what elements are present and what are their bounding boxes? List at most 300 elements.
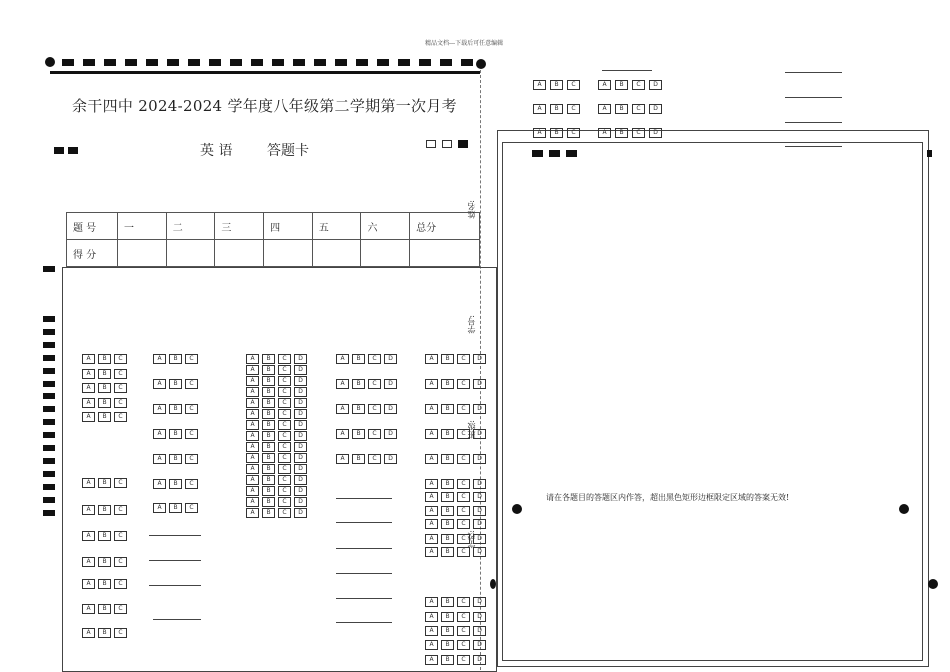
choice-bubble[interactable]: A [425,354,438,364]
choice-bubble[interactable]: C [114,505,127,515]
choice-bubble[interactable]: D [473,479,486,489]
choice-bubble[interactable]: D [473,429,486,439]
timing-dash [251,59,263,66]
choice-bubble[interactable]: A [82,557,95,567]
choice-bubble[interactable]: A [82,604,95,614]
choice-bubble[interactable]: B [169,379,182,389]
choice-bubble[interactable]: A [82,369,95,379]
choice-bubble[interactable]: B [98,354,111,364]
choice-bubble[interactable]: B [98,383,111,393]
choice-bubble[interactable]: B [441,519,454,529]
choice-bubble[interactable]: C [185,379,198,389]
timing-dash [43,432,55,438]
choice-bubble[interactable]: B [262,387,275,397]
choice-bubble[interactable]: D [649,104,662,114]
choice-bubble[interactable]: C [114,412,127,422]
choice-bubble[interactable]: B [262,453,275,463]
choice-bubble[interactable]: C [278,409,291,419]
edge-mark [927,150,932,157]
choice-bubble[interactable]: A [82,478,95,488]
choice-bubble[interactable]: B [262,365,275,375]
choice-bubble[interactable]: D [473,506,486,516]
choice-bubble[interactable]: A [153,479,166,489]
choice-bubble[interactable]: C [457,506,470,516]
timing-dash [43,445,55,451]
choice-bubble[interactable]: B [352,454,365,464]
right-mark [532,150,543,157]
choice-bubble[interactable]: A [336,429,349,439]
choice-bubble[interactable]: B [262,442,275,452]
choice-bubble[interactable]: B [169,404,182,414]
choice-bubble[interactable]: B [441,547,454,557]
choice-bubble[interactable]: C [185,354,198,364]
choice-bubble[interactable]: C [278,442,291,452]
choice-bubble[interactable]: A [425,626,438,636]
choice-bubble[interactable]: C [457,519,470,529]
choice-bubble[interactable]: A [246,431,259,441]
choice-bubble[interactable]: B [441,597,454,607]
choice-bubble[interactable]: A [82,628,95,638]
choice-bubble[interactable]: B [169,354,182,364]
answer-line [336,548,392,549]
right-right-dot [899,504,909,514]
choice-bubble[interactable]: B [98,478,111,488]
choice-bubble[interactable]: B [262,354,275,364]
score-cell[interactable] [312,240,361,267]
score-header: 五 [312,213,361,240]
score-header: 题 号 [67,213,118,240]
choice-bubble[interactable]: C [632,104,645,114]
choice-bubble[interactable]: A [598,80,611,90]
choice-bubble[interactable]: C [457,655,470,665]
choice-bubble[interactable]: A [425,429,438,439]
score-header: 总分 [410,213,480,240]
score-row-label: 得 分 [67,240,118,267]
left-mark [54,147,64,154]
score-cell[interactable] [361,240,410,267]
choice-bubble[interactable]: B [98,604,111,614]
choice-bubble[interactable]: A [246,453,259,463]
timing-dash [146,59,158,66]
choice-bubble[interactable]: B [550,128,563,138]
choice-bubble[interactable]: D [473,547,486,557]
choice-bubble[interactable]: A [246,398,259,408]
choice-bubble[interactable]: B [98,579,111,589]
score-cell[interactable] [118,240,167,267]
choice-bubble[interactable]: C [114,557,127,567]
choice-bubble[interactable]: C [278,464,291,474]
choice-bubble[interactable]: C [368,404,381,414]
choice-bubble[interactable]: C [567,104,580,114]
choice-bubble[interactable]: B [262,431,275,441]
choice-bubble[interactable]: C [114,369,127,379]
exam-title: 余干四中 2024-2024 学年度八年级第二学期第一次月考 [72,97,457,115]
timing-dash [43,393,55,399]
choice-bubble[interactable]: A [425,597,438,607]
score-table [66,212,480,267]
choice-bubble[interactable]: A [425,379,438,389]
choice-bubble[interactable]: B [441,655,454,665]
choice-bubble[interactable]: B [352,404,365,414]
corner-box [442,140,452,148]
answer-line [785,122,842,123]
choice-bubble[interactable]: B [262,376,275,386]
choice-bubble[interactable]: A [246,354,259,364]
choice-bubble[interactable]: C [457,404,470,414]
choice-bubble[interactable]: A [336,454,349,464]
choice-bubble[interactable]: B [98,505,111,515]
choice-bubble[interactable]: C [457,547,470,557]
choice-bubble[interactable]: A [246,420,259,430]
timing-dash [43,355,55,361]
choice-bubble[interactable]: C [368,354,381,364]
choice-bubble[interactable]: A [425,519,438,529]
choice-bubble[interactable]: B [169,429,182,439]
choice-bubble[interactable]: C [185,429,198,439]
choice-bubble[interactable]: A [153,454,166,464]
choice-bubble[interactable]: A [82,531,95,541]
choice-bubble[interactable]: C [114,628,127,638]
choice-bubble[interactable]: A [246,409,259,419]
choice-bubble[interactable]: A [533,128,546,138]
choice-bubble[interactable]: B [441,492,454,502]
choice-bubble[interactable]: A [246,376,259,386]
choice-bubble[interactable]: A [246,442,259,452]
timing-dash [440,59,452,66]
answer-line [149,585,201,586]
choice-bubble[interactable]: A [425,454,438,464]
edge-dot-left [490,579,496,589]
choice-bubble[interactable]: D [473,655,486,665]
choice-bubble[interactable]: C [632,80,645,90]
choice-bubble[interactable]: B [441,612,454,622]
choice-bubble[interactable]: C [114,354,127,364]
score-header: 二 [166,213,215,240]
choice-bubble[interactable]: B [441,534,454,544]
choice-bubble[interactable]: D [473,404,486,414]
choice-bubble[interactable]: D [294,376,307,386]
choice-bubble[interactable]: D [294,365,307,375]
choice-bubble[interactable]: D [473,612,486,622]
timing-dash [43,471,55,477]
choice-bubble[interactable]: B [262,398,275,408]
choice-bubble[interactable]: B [98,398,111,408]
choice-bubble[interactable]: C [278,365,291,375]
choice-bubble[interactable]: C [457,534,470,544]
choice-bubble[interactable]: C [278,453,291,463]
choice-bubble[interactable]: A [246,365,259,375]
choice-bubble[interactable]: A [153,503,166,513]
timing-dash [377,59,389,66]
choice-bubble[interactable]: C [114,398,127,408]
corner-box [426,140,436,148]
choice-bubble[interactable]: D [473,354,486,364]
timing-dash [314,59,326,66]
choice-bubble[interactable]: A [598,104,611,114]
choice-bubble[interactable]: A [425,612,438,622]
timing-dash [43,406,55,412]
choice-bubble[interactable]: D [473,492,486,502]
answer-line [336,598,392,599]
choice-bubble[interactable]: C [114,383,127,393]
corner-mark [458,140,468,148]
choice-bubble[interactable]: C [567,128,580,138]
choice-bubble[interactable]: D [384,404,397,414]
choice-bubble[interactable]: C [278,420,291,430]
choice-bubble[interactable]: C [368,379,381,389]
header-rule [50,71,480,74]
choice-bubble[interactable]: C [368,454,381,464]
choice-bubble[interactable]: D [294,431,307,441]
choice-bubble[interactable]: C [185,503,198,513]
choice-bubble[interactable]: A [82,579,95,589]
choice-bubble[interactable]: B [550,104,563,114]
choice-bubble[interactable]: D [473,597,486,607]
choice-bubble[interactable]: B [262,486,275,496]
choice-bubble[interactable]: B [441,404,454,414]
choice-bubble[interactable]: A [246,464,259,474]
choice-bubble[interactable]: B [441,640,454,650]
choice-bubble[interactable]: C [278,486,291,496]
choice-bubble[interactable]: C [185,404,198,414]
score-cell[interactable] [215,240,264,267]
choice-bubble[interactable]: B [441,379,454,389]
choice-bubble[interactable]: A [533,80,546,90]
choice-bubble[interactable]: A [82,412,95,422]
choice-bubble[interactable]: D [294,420,307,430]
choice-bubble[interactable]: C [278,497,291,507]
choice-bubble[interactable]: B [441,354,454,364]
choice-bubble[interactable]: A [336,354,349,364]
choice-bubble[interactable]: C [278,376,291,386]
timing-dash [43,381,55,387]
choice-bubble[interactable]: B [98,369,111,379]
choice-bubble[interactable]: C [457,479,470,489]
score-header: 三 [215,213,264,240]
choice-bubble[interactable]: D [384,454,397,464]
timing-dash [43,368,55,374]
choice-bubble[interactable]: B [441,429,454,439]
student-id-label: 学号: [467,315,476,334]
answer-line [336,573,392,574]
choice-bubble[interactable]: A [425,547,438,557]
choice-bubble[interactable]: C [185,454,198,464]
choice-bubble[interactable]: A [425,655,438,665]
choice-bubble[interactable]: C [278,475,291,485]
choice-bubble[interactable]: D [473,379,486,389]
choice-bubble[interactable]: C [457,612,470,622]
header-note: 精品文档---下载后可任意编辑 [425,40,504,47]
choice-bubble[interactable]: B [169,503,182,513]
answer-line [153,619,201,620]
answer-line [149,560,201,561]
answer-line [336,622,392,623]
choice-bubble[interactable]: C [278,387,291,397]
choice-bubble[interactable]: C [457,379,470,389]
answer-line [602,70,652,71]
choice-bubble[interactable]: C [457,429,470,439]
choice-bubble[interactable]: D [384,354,397,364]
choice-bubble[interactable]: B [262,497,275,507]
choice-bubble[interactable]: B [352,379,365,389]
choice-bubble[interactable]: D [473,454,486,464]
choice-bubble[interactable]: D [473,626,486,636]
choice-bubble[interactable]: A [246,508,259,518]
choice-bubble[interactable]: D [649,80,662,90]
choice-bubble[interactable]: A [82,383,95,393]
choice-bubble[interactable]: B [262,409,275,419]
timing-dash [43,458,55,464]
choice-bubble[interactable]: B [441,479,454,489]
choice-bubble[interactable]: C [278,398,291,408]
choice-bubble[interactable]: D [294,464,307,474]
choice-bubble[interactable]: C [457,626,470,636]
timing-dash [43,510,55,516]
choice-bubble[interactable]: B [169,479,182,489]
score-cell[interactable] [166,240,215,267]
choice-bubble[interactable]: A [425,479,438,489]
choice-bubble[interactable]: A [425,640,438,650]
choice-bubble[interactable]: D [384,429,397,439]
choice-bubble[interactable]: C [278,508,291,518]
choice-bubble[interactable]: B [441,454,454,464]
choice-bubble[interactable]: B [98,412,111,422]
choice-bubble[interactable]: A [425,506,438,516]
choice-bubble[interactable]: B [262,508,275,518]
choice-bubble[interactable]: D [473,640,486,650]
choice-bubble[interactable]: D [649,128,662,138]
choice-bubble[interactable]: D [473,534,486,544]
choice-bubble[interactable]: A [336,404,349,414]
choice-bubble[interactable]: C [632,128,645,138]
choice-bubble[interactable]: B [98,557,111,567]
timing-dash [230,59,242,66]
choice-bubble[interactable]: C [457,354,470,364]
edge-dot [928,579,938,589]
timing-dash [461,59,473,66]
choice-bubble[interactable]: B [615,80,628,90]
choice-bubble[interactable]: A [425,404,438,414]
right-mark [549,150,560,157]
name-label: 姓名: [467,200,476,219]
timing-dash [398,59,410,66]
choice-bubble[interactable]: C [114,604,127,614]
choice-bubble[interactable]: A [336,379,349,389]
choice-bubble[interactable]: A [533,104,546,114]
choice-bubble[interactable]: B [262,420,275,430]
choice-bubble[interactable]: D [294,354,307,364]
timing-dash [335,59,347,66]
choice-bubble[interactable]: A [153,379,166,389]
timing-dash [188,59,200,66]
choice-bubble[interactable]: B [169,454,182,464]
choice-bubble[interactable]: B [550,80,563,90]
timing-dash [43,316,55,322]
right-mark [566,150,577,157]
choice-bubble[interactable]: C [567,80,580,90]
choice-bubble[interactable]: D [294,409,307,419]
choice-bubble[interactable]: B [441,506,454,516]
score-cell[interactable] [410,240,480,267]
choice-bubble[interactable]: A [82,505,95,515]
timing-dash [43,484,55,490]
school-label: 学校: [467,530,476,549]
choice-bubble[interactable]: A [425,534,438,544]
timing-dash [43,419,55,425]
choice-bubble[interactable]: D [294,453,307,463]
choice-bubble[interactable]: B [352,354,365,364]
left-mark [68,147,78,154]
choice-bubble[interactable]: B [441,626,454,636]
timing-dash [125,59,137,66]
answer-line [785,72,842,73]
timing-dash [104,59,116,66]
top-left-dot [45,57,55,67]
choice-bubble[interactable]: C [368,429,381,439]
timing-dash [272,59,284,66]
choice-bubble[interactable]: D [294,398,307,408]
choice-bubble[interactable]: C [114,531,127,541]
score-header: 一 [118,213,167,240]
choice-bubble[interactable]: C [278,431,291,441]
choice-bubble[interactable]: A [246,387,259,397]
subject-label: 英 语 [200,143,233,159]
choice-bubble[interactable]: A [246,475,259,485]
choice-bubble[interactable]: B [615,128,628,138]
timing-dash [167,59,179,66]
choice-bubble[interactable]: B [262,464,275,474]
choice-bubble[interactable]: B [352,429,365,439]
choice-bubble[interactable]: A [82,398,95,408]
choice-bubble[interactable]: A [598,128,611,138]
choice-bubble[interactable]: D [384,379,397,389]
choice-bubble[interactable]: D [294,497,307,507]
choice-bubble[interactable]: C [457,597,470,607]
choice-bubble[interactable]: D [294,486,307,496]
choice-bubble[interactable]: D [473,519,486,529]
choice-bubble[interactable]: A [425,492,438,502]
choice-bubble[interactable]: A [153,354,166,364]
choice-bubble[interactable]: B [98,531,111,541]
choice-bubble[interactable]: C [185,479,198,489]
choice-bubble[interactable]: D [294,475,307,485]
score-header: 六 [361,213,410,240]
choice-bubble[interactable]: C [114,478,127,488]
answer-line [336,498,392,499]
choice-bubble[interactable]: D [294,387,307,397]
timing-dash [43,329,55,335]
choice-bubble[interactable]: B [615,104,628,114]
choice-bubble[interactable]: C [278,354,291,364]
timing-dash [83,59,95,66]
choice-bubble[interactable]: A [153,404,166,414]
timing-dash [356,59,368,66]
choice-bubble[interactable]: A [82,354,95,364]
choice-bubble[interactable]: C [457,492,470,502]
choice-bubble[interactable]: D [294,442,307,452]
choice-bubble[interactable]: C [114,579,127,589]
choice-bubble[interactable]: A [246,497,259,507]
score-header: 四 [264,213,313,240]
choice-bubble[interactable]: B [98,628,111,638]
choice-bubble[interactable]: A [246,486,259,496]
choice-bubble[interactable]: A [153,429,166,439]
choice-bubble[interactable]: C [457,454,470,464]
choice-bubble[interactable]: C [457,640,470,650]
choice-bubble[interactable]: D [294,508,307,518]
score-cell[interactable] [264,240,313,267]
choice-bubble[interactable]: B [262,475,275,485]
